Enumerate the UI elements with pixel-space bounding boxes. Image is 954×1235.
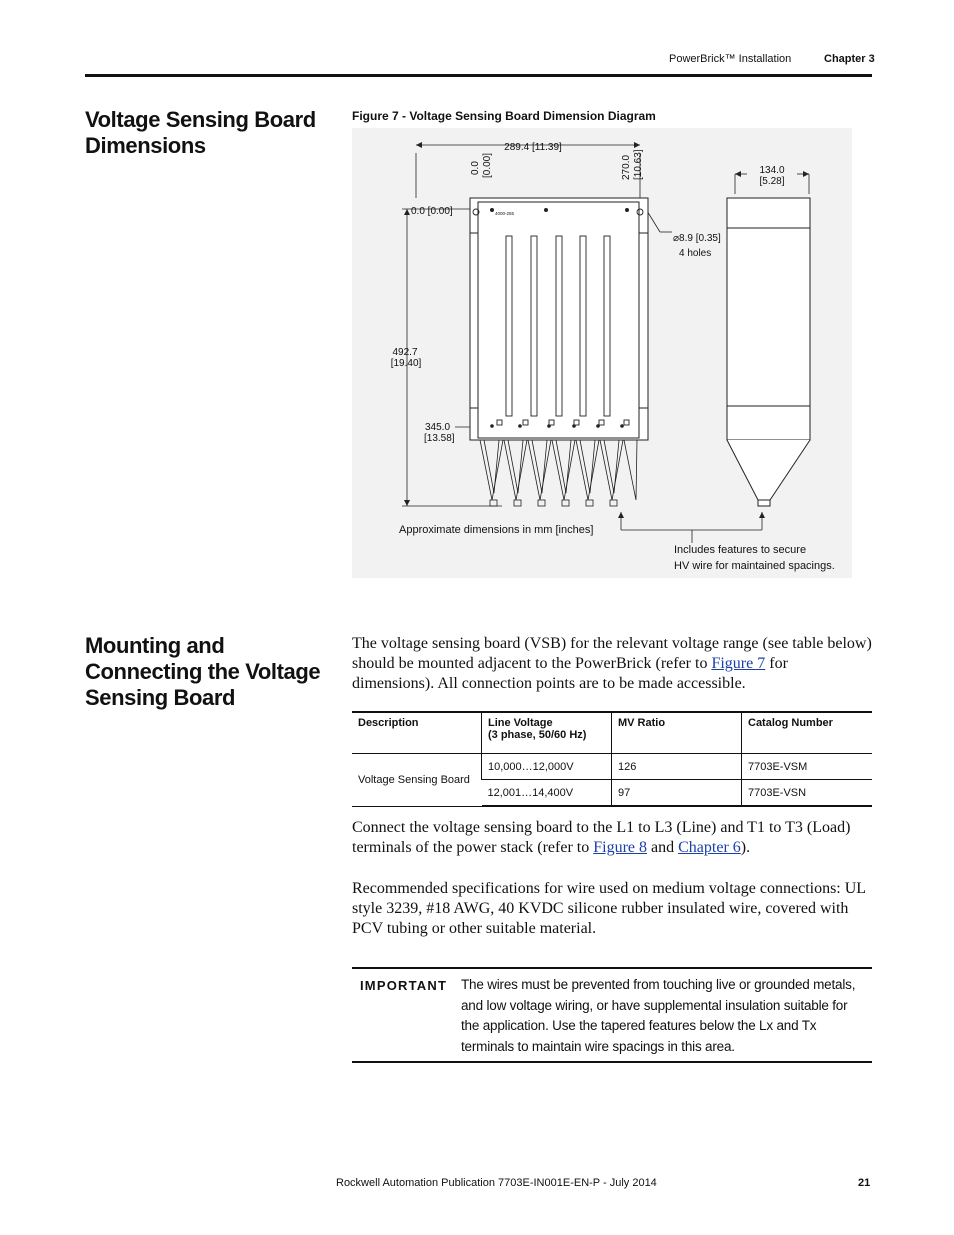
intro-paragraph bbox=[352, 634, 872, 694]
dimension-diagram bbox=[352, 128, 852, 578]
dim-height-in: [19.40] bbox=[390, 358, 422, 369]
chapter-6-link[interactable]: Chapter 6 bbox=[678, 839, 741, 856]
header-rule bbox=[85, 74, 872, 77]
wire-feature-note-line1: Includes features to secure bbox=[674, 544, 807, 556]
approx-dimensions-note: Approximate dimensions in mm [inches] bbox=[399, 524, 594, 536]
important-box bbox=[352, 967, 872, 1063]
col-header-mv-ratio: MV Ratio bbox=[612, 712, 742, 754]
dim-x270-in: [10.63] bbox=[633, 149, 644, 180]
section-heading-dimensions: Voltage Sensing Board Dimensions bbox=[85, 107, 316, 158]
cell-voltage: 10,000…12,000V bbox=[482, 754, 612, 780]
col-header-line-voltage bbox=[482, 712, 612, 754]
line-voltage-header-2: (3 phase, 50/60 Hz) bbox=[488, 729, 587, 741]
cell-ratio: 97 bbox=[612, 780, 742, 807]
wire-spec-paragraph: Recommended specifications for wire used on medium voltage connections: UL style 3239, #18 AWG, 40 KVDC silicone rubber insulated wire, covered with PCV tubing or other suitable material. bbox=[352, 880, 866, 937]
dim-x0-mm: 0.0 bbox=[470, 161, 481, 175]
dim-side-width-mm: 134.0 bbox=[759, 165, 785, 176]
running-header-section: PowerBrick™ Installation bbox=[669, 53, 792, 65]
cell-ratio: 126 bbox=[612, 754, 742, 780]
dim-y0: 0.0 [0.00] bbox=[411, 206, 453, 217]
vsb-spec-table bbox=[352, 711, 872, 807]
wire-feature-note-line2: HV wire for maintained spacings. bbox=[674, 560, 835, 572]
dim-y345-in: [13.58] bbox=[424, 433, 455, 444]
figure-caption: Figure 7 - Voltage Sensing Board Dimension Diagram bbox=[352, 109, 656, 123]
cell-voltage: 12,001…14,400V bbox=[482, 780, 612, 807]
dim-x270-mm: 270.0 bbox=[621, 154, 632, 180]
dim-top-width: 289.4 [11.39] bbox=[504, 142, 562, 153]
important-label: IMPORTANT bbox=[360, 978, 448, 993]
important-text: The wires must be prevented from touching live or grounded metals, and low voltage wiring, or have supplemental insulation suitable for the application. Use the tapered features below the Lx and Tx terminals to maintain wire spacings in this area. bbox=[461, 977, 856, 1054]
line-voltage-header-1: Line Voltage bbox=[488, 717, 553, 729]
dim-y345-mm: 345.0 bbox=[425, 422, 451, 433]
connection-text-2: and bbox=[647, 839, 679, 856]
cell-catalog: 7703E-VSN bbox=[742, 780, 873, 807]
dim-hole-diameter: ⌀8.9 [0.35] bbox=[673, 233, 721, 244]
dim-side-width-in: [5.28] bbox=[759, 176, 785, 187]
intro-text-1: The voltage sensing board (VSB) for the relevant voltage range (see table below) should be mounted adjacent to the PowerBrick (refer to bbox=[352, 635, 872, 672]
dim-x0-in: [0.00] bbox=[482, 152, 493, 178]
connection-paragraph bbox=[352, 818, 872, 858]
figure-8-link[interactable]: Figure 8 bbox=[593, 839, 648, 856]
table-row bbox=[352, 754, 872, 780]
col-header-catalog: Catalog Number bbox=[742, 712, 873, 754]
connection-text-3: ). bbox=[740, 839, 751, 856]
connection-text-1: Connect the voltage sensing board to the L1 to L3 (Line) and T1 to T3 (Load) terminals of the power stack (refer to bbox=[352, 819, 851, 856]
section-heading-mounting: Mounting and Connecting the Voltage Sensing Board bbox=[85, 633, 321, 710]
cell-description: Voltage Sensing Board bbox=[352, 754, 482, 807]
footer-publication: Rockwell Automation Publication 7703E-IN001E-EN-P - July 2014 bbox=[336, 1177, 657, 1189]
dimension-diagram-svg bbox=[352, 128, 852, 578]
dim-height-mm: 492.7 bbox=[392, 347, 418, 358]
running-header-chapter: Chapter 3 bbox=[824, 53, 875, 65]
figure-7-link[interactable]: Figure 7 bbox=[711, 655, 766, 672]
page-number: 21 bbox=[858, 1177, 871, 1189]
table-header-row bbox=[352, 712, 872, 754]
cell-catalog: 7703E-VSM bbox=[742, 754, 873, 780]
col-header-description: Description bbox=[352, 712, 482, 754]
intro-text-2: for dimensions). All connection points are to be made accessible. bbox=[352, 655, 788, 692]
board-marking-label: 4000-255 bbox=[495, 211, 515, 216]
dim-hole-count: 4 holes bbox=[679, 248, 712, 259]
